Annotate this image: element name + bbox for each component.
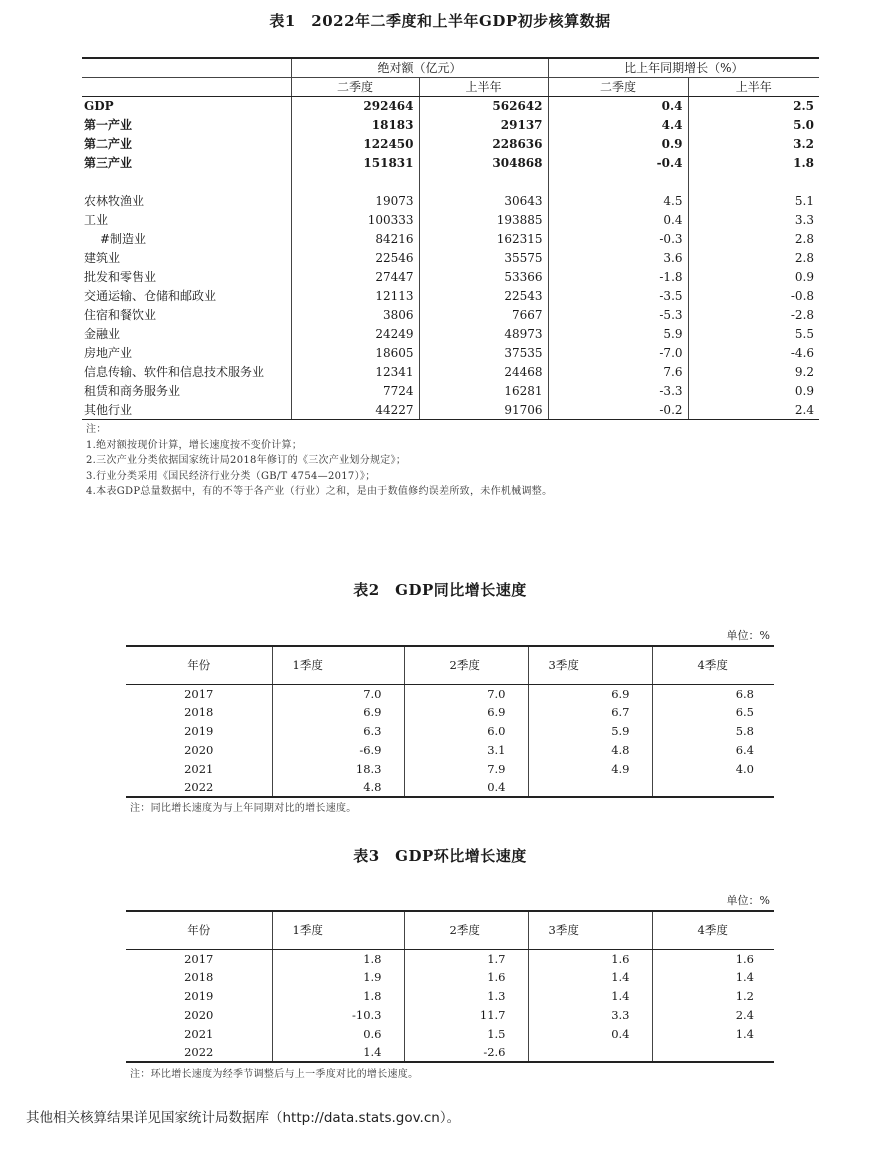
cell-q2-growth: 5.9 (548, 325, 688, 344)
table-row (82, 306, 819, 325)
cell-h1-growth: 9.2 (688, 363, 819, 382)
q2-cell: 7.0 (404, 684, 528, 703)
row-label: 金融业 (84, 327, 121, 341)
cell-q2-abs: 12341 (291, 363, 419, 382)
q4-cell (652, 778, 774, 797)
row-label: 建筑业 (84, 251, 121, 265)
q3-cell (528, 778, 652, 797)
row-label: 农林牧渔业 (84, 194, 145, 208)
year-cell: 2017 (184, 686, 214, 701)
year-cell: 2019 (184, 988, 214, 1003)
row-label: 信息传输、软件和信息技术服务业 (84, 365, 265, 379)
table-row (82, 211, 819, 230)
cell-q2-abs: 27447 (291, 268, 419, 287)
q1-cell: 4.8 (272, 778, 404, 797)
cell-h1-growth: 2.4 (688, 401, 819, 420)
q2-cell: 11.7 (404, 1005, 528, 1024)
cell-q2-growth: -0.2 (548, 401, 688, 420)
row-label: 第二产业 (84, 137, 133, 151)
q2-cell: 0.4 (404, 778, 528, 797)
header-q4: 4季度 (652, 646, 774, 684)
row-label: 批发和零售业 (84, 270, 157, 284)
q3-cell: 3.3 (528, 1005, 652, 1024)
cell-h1-abs: 30643 (419, 192, 548, 211)
table-row (126, 1005, 774, 1024)
cell-h1-abs: 53366 (419, 268, 548, 287)
cell-q2-abs: 44227 (291, 401, 419, 420)
header-q3: 3季度 (528, 911, 652, 949)
row-label: 第三产业 (84, 156, 133, 170)
table1-title: 表1 2022年二季度和上半年GDP初步核算数据 (269, 12, 611, 30)
table-row (126, 1043, 774, 1062)
cell-h1-growth: 5.5 (688, 325, 819, 344)
header-abs-h1: 上半年 (419, 78, 548, 97)
year-cell: 2018 (184, 705, 214, 720)
cell-h1-growth: 2.5 (688, 97, 819, 116)
q1-cell: 6.9 (272, 703, 404, 722)
cell-q2-growth: -5.3 (548, 306, 688, 325)
cell-h1-growth: -4.6 (688, 344, 819, 363)
cell-h1-growth: 2.8 (688, 230, 819, 249)
table-row (82, 268, 819, 287)
q3-cell (528, 1043, 652, 1062)
cell-q2-abs: 3806 (291, 306, 419, 325)
cell-h1-abs: 24468 (419, 363, 548, 382)
cell-h1-abs: 228636 (419, 135, 548, 154)
q3-cell: 0.4 (528, 1024, 652, 1043)
q4-cell: 1.2 (652, 987, 774, 1006)
cell-q2-abs: 292464 (291, 97, 419, 116)
year-cell: 2017 (184, 951, 214, 966)
cell-q2-growth: 4.4 (548, 116, 688, 135)
table2-title: 表2 GDP同比增长速度 (353, 581, 527, 599)
note-line: 4.本表GDP总量数据中，有的不等于各产业（行业）之和，是由于数值修约误差所致，未作机械调整。 (86, 486, 553, 497)
cell-q2-growth: -0.3 (548, 230, 688, 249)
table-row (82, 363, 819, 382)
table-row (82, 344, 819, 363)
table-row (82, 230, 819, 249)
q3-cell: 6.9 (528, 684, 652, 703)
q4-cell: 6.4 (652, 740, 774, 759)
table-row (82, 192, 819, 211)
footer-text: 其他相关核算结果详见国家统计局数据库（http://data.stats.gov.cn）。 (26, 1110, 461, 1126)
table-row (82, 382, 819, 401)
table-row (126, 968, 774, 987)
cell-h1-growth: 3.3 (688, 211, 819, 230)
cell-q2-abs: 19073 (291, 192, 419, 211)
note-line: 2.三次产业分类依据国家统计局2018年修订的《三次产业划分规定》； (86, 455, 407, 466)
table-row (82, 135, 819, 154)
table-row (126, 703, 774, 722)
table-row (126, 949, 774, 968)
table1-notes (86, 422, 552, 500)
row-label: 住宿和餐饮业 (84, 308, 157, 322)
q2-cell: 1.6 (404, 968, 528, 987)
q1-cell: -10.3 (272, 1005, 404, 1024)
cell-h1-abs: 7667 (419, 306, 548, 325)
cell-q2-abs: 151831 (291, 154, 419, 173)
cell-h1-abs: 193885 (419, 211, 548, 230)
cell-h1-growth: -0.8 (688, 287, 819, 306)
table-row (82, 154, 819, 173)
row-label: 工业 (84, 213, 109, 227)
cell-h1-growth: 0.9 (688, 382, 819, 401)
year-cell: 2018 (184, 970, 214, 985)
cell-q2-growth: 4.5 (548, 192, 688, 211)
table-row (126, 722, 774, 741)
q4-cell: 1.6 (652, 949, 774, 968)
row-label: #制造业 (100, 232, 147, 246)
cell-h1-growth: 1.8 (688, 154, 819, 173)
cell-q2-abs: 100333 (291, 211, 419, 230)
row-label: 交通运输、仓储和邮政业 (84, 289, 217, 303)
cell-q2-growth: -0.4 (548, 154, 688, 173)
note-line: 3.行业分类采用《国民经济行业分类（GB/T 4754—2017）》； (86, 470, 376, 482)
q1-cell: 1.4 (272, 1043, 404, 1062)
row-label: 其他行业 (82, 401, 291, 420)
q2-cell: 1.7 (404, 949, 528, 968)
table2-unit: 单位：% (726, 629, 770, 642)
table-row (126, 759, 774, 778)
table3-title: 表3 GDP环比增长速度 (353, 847, 527, 865)
year-cell: 2022 (126, 1043, 272, 1062)
cell-q2-growth: 7.6 (548, 363, 688, 382)
header-q1: 1季度 (272, 911, 404, 949)
cell-q2-abs: 18605 (291, 344, 419, 363)
table-row (82, 249, 819, 268)
row-label: 第一产业 (84, 118, 133, 132)
table-row (82, 116, 819, 135)
cell-q2-growth: -7.0 (548, 344, 688, 363)
q4-cell: 1.4 (652, 968, 774, 987)
cell-h1-abs: 22543 (419, 287, 548, 306)
gdp-yoy-table (126, 645, 774, 798)
q3-cell: 4.8 (528, 740, 652, 759)
cell-h1-abs: 48973 (419, 325, 548, 344)
q3-cell: 5.9 (528, 722, 652, 741)
year-cell: 2021 (184, 1026, 214, 1041)
cell-q2-growth: 3.6 (548, 249, 688, 268)
year-cell: 2022 (126, 778, 272, 797)
gdp-qoq-table (126, 910, 774, 1063)
table3-note: 注：环比增长速度为经季节调整后与上一季度对比的增长速度。 (130, 1069, 419, 1080)
year-cell: 2020 (184, 742, 214, 757)
cell-q2-growth: -3.5 (548, 287, 688, 306)
cell-h1-abs: 162315 (419, 230, 548, 249)
header-q2: 2季度 (404, 911, 528, 949)
cell-q2-growth: 0.9 (548, 135, 688, 154)
q3-cell: 6.7 (528, 703, 652, 722)
q2-cell: -2.6 (404, 1043, 528, 1062)
q2-cell: 3.1 (404, 740, 528, 759)
q1-cell: 1.8 (272, 949, 404, 968)
cell-q2-growth: -1.8 (548, 268, 688, 287)
table-row (126, 987, 774, 1006)
cell-q2-abs: 22546 (291, 249, 419, 268)
table-row (82, 287, 819, 306)
q1-cell: 18.3 (272, 759, 404, 778)
cell-h1-abs: 16281 (419, 382, 548, 401)
cell-h1-growth: 0.9 (688, 268, 819, 287)
header-growth-h1: 上半年 (688, 78, 819, 97)
table2-note: 注：同比增长速度为与上年同期对比的增长速度。 (130, 803, 357, 814)
q4-cell: 2.4 (652, 1005, 774, 1024)
q3-cell: 1.6 (528, 949, 652, 968)
cell-q2-abs: 12113 (291, 287, 419, 306)
q2-cell: 1.3 (404, 987, 528, 1006)
header-absolute: 绝对额（亿元） (291, 58, 548, 78)
cell-q2-abs: 122450 (291, 135, 419, 154)
q2-cell: 7.9 (404, 759, 528, 778)
header-q2: 2季度 (404, 646, 528, 684)
cell-q2-growth: 0.4 (548, 97, 688, 116)
year-cell: 2019 (184, 723, 214, 738)
header-blank-2 (82, 78, 291, 97)
header-q4: 4季度 (652, 911, 774, 949)
q4-cell: 1.4 (652, 1024, 774, 1043)
header-blank (82, 58, 291, 78)
cell-q2-abs: 18183 (291, 116, 419, 135)
cell-q2-growth: 0.4 (548, 211, 688, 230)
cell-h1-growth: 5.0 (688, 116, 819, 135)
q1-cell: 1.9 (272, 968, 404, 987)
header-growth-q2: 二季度 (548, 78, 688, 97)
row-label: 租赁和商务服务业 (84, 384, 181, 398)
q1-cell: 0.6 (272, 1024, 404, 1043)
cell-q2-abs: 7724 (291, 382, 419, 401)
cell-h1-abs: 29137 (419, 116, 548, 135)
table-row (126, 740, 774, 759)
table-row (82, 97, 819, 116)
table-row (126, 1024, 774, 1043)
table3-unit: 单位：% (726, 894, 770, 907)
note-line: 注： (86, 424, 107, 435)
year-cell: 2021 (184, 761, 214, 776)
cell-q2-abs: 84216 (291, 230, 419, 249)
spacer-row (82, 173, 819, 192)
cell-h1-abs: 37535 (419, 344, 548, 363)
row-label: 房地产业 (84, 346, 133, 360)
table-row (126, 684, 774, 703)
q1-cell: 1.8 (272, 987, 404, 1006)
q4-cell: 6.5 (652, 703, 774, 722)
cell-q2-growth: -3.3 (548, 382, 688, 401)
q4-cell: 5.8 (652, 722, 774, 741)
cell-h1-growth: 2.8 (688, 249, 819, 268)
table-row (82, 401, 819, 420)
cell-q2-abs: 24249 (291, 325, 419, 344)
q2-cell: 1.5 (404, 1024, 528, 1043)
cell-h1-abs: 304868 (419, 154, 548, 173)
header-q3: 3季度 (528, 646, 652, 684)
table-row (126, 778, 774, 797)
q1-cell: -6.9 (272, 740, 404, 759)
header-growth: 比上年同期增长（%） (548, 58, 819, 78)
header-year: 年份 (126, 911, 272, 949)
table-row (82, 325, 819, 344)
header-abs-q2: 二季度 (291, 78, 419, 97)
note-line: 1.绝对额按现价计算，增长速度按不变价计算； (86, 439, 303, 451)
q1-cell: 7.0 (272, 684, 404, 703)
cell-h1-growth: -2.8 (688, 306, 819, 325)
q4-cell (652, 1043, 774, 1062)
q4-cell: 6.8 (652, 684, 774, 703)
q3-cell: 1.4 (528, 987, 652, 1006)
cell-h1-abs: 562642 (419, 97, 548, 116)
q3-cell: 1.4 (528, 968, 652, 987)
cell-h1-growth: 3.2 (688, 135, 819, 154)
header-year: 年份 (126, 646, 272, 684)
q2-cell: 6.0 (404, 722, 528, 741)
gdp-table-1 (82, 57, 819, 420)
q4-cell: 4.0 (652, 759, 774, 778)
q1-cell: 6.3 (272, 722, 404, 741)
year-cell: 2020 (184, 1007, 214, 1022)
row-label: GDP (84, 99, 114, 114)
header-q1: 1季度 (272, 646, 404, 684)
cell-h1-growth: 5.1 (688, 192, 819, 211)
cell-h1-abs: 35575 (419, 249, 548, 268)
q3-cell: 4.9 (528, 759, 652, 778)
q2-cell: 6.9 (404, 703, 528, 722)
cell-h1-abs: 91706 (419, 401, 548, 420)
